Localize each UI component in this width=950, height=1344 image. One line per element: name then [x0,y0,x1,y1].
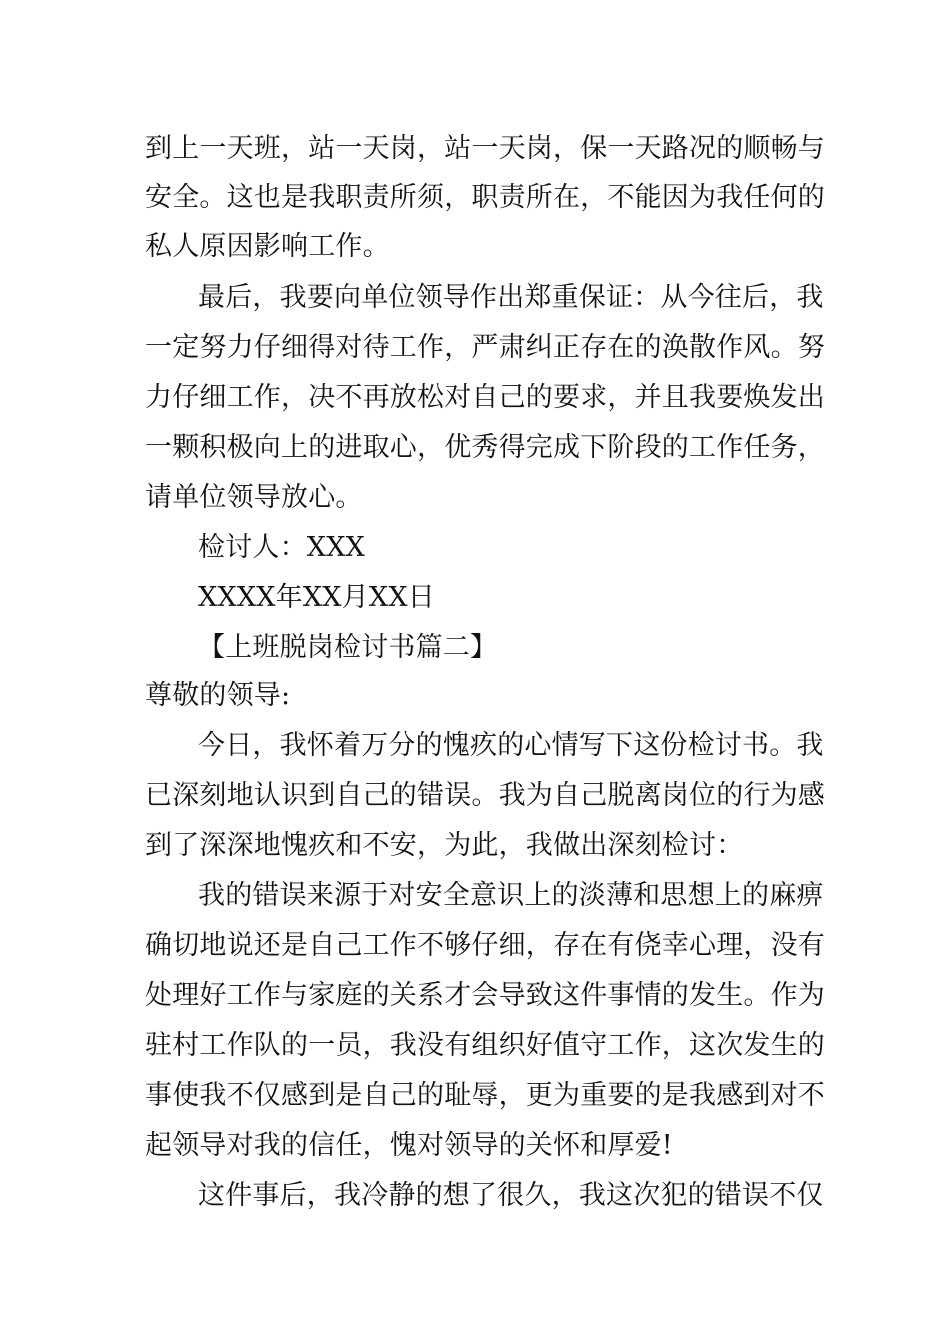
paragraph-5-line-1: 这件事后，我冷静的想了很久，我这次犯的错误不仅 [198,1180,824,1211]
signature-name: 检讨人：XXX [198,532,366,563]
paragraph-1-line-1: 到上一天班，站一天岗，站一天岗，保一天路况的顺畅与 [145,133,825,164]
paragraph-4-line-6: 起领导对我的信任，愧对领导的关怀和厚爱! [145,1130,673,1161]
paragraph-2-line-5: 请单位领导放心。 [145,482,363,513]
signature-date: XXXX年XX月XX日 [198,582,435,613]
paragraph-4-line-4: 驻村工作队的一员，我没有组织好值守工作，这次发生的 [145,1030,825,1061]
paragraph-2-line-2: 一定努力仔细得对待工作，严肃纠正存在的涣散作风。努 [145,332,825,363]
paragraph-4-line-3: 处理好工作与家庭的关系才会导致这件事情的发生。作为 [145,980,825,1011]
paragraph-4-line-5: 事使我不仅感到是自己的耻辱，更为重要的是我感到对不 [145,1080,825,1111]
paragraph-1-line-2: 安全。这也是我职责所须，职责所在，不能因为我任何的 [145,182,825,213]
paragraph-3-line-3: 到了深深地愧疚和不安，为此，我做出深刻检讨： [145,830,744,861]
paragraph-2-line-1: 最后，我要向单位领导作出郑重保证：从今往后，我 [198,282,824,313]
paragraph-3-line-1: 今日，我怀着万分的愧疚的心情写下这份检讨书。我 [198,730,824,761]
paragraph-3-line-2: 已深刻地认识到自己的错误。我为自己脱离岗位的行为感 [145,780,825,811]
section-heading: 【上班脱岗检讨书篇二】 [198,632,498,663]
paragraph-2-line-3: 力仔细工作，决不再放松对自己的要求，并且我要焕发出 [145,382,825,413]
paragraph-4-line-2: 确切地说还是自己工作不够仔细，存在有侥幸心理，没有 [145,930,825,961]
paragraph-4-line-1: 我的错误来源于对安全意识上的淡薄和思想上的麻痹 [198,880,824,911]
paragraph-2-line-4: 一颗积极向上的进取心，优秀得完成下阶段的工作任务， [145,432,825,463]
paragraph-1-line-3: 私人原因影响工作。 [145,231,390,262]
salutation: 尊敬的领导: [145,680,291,711]
